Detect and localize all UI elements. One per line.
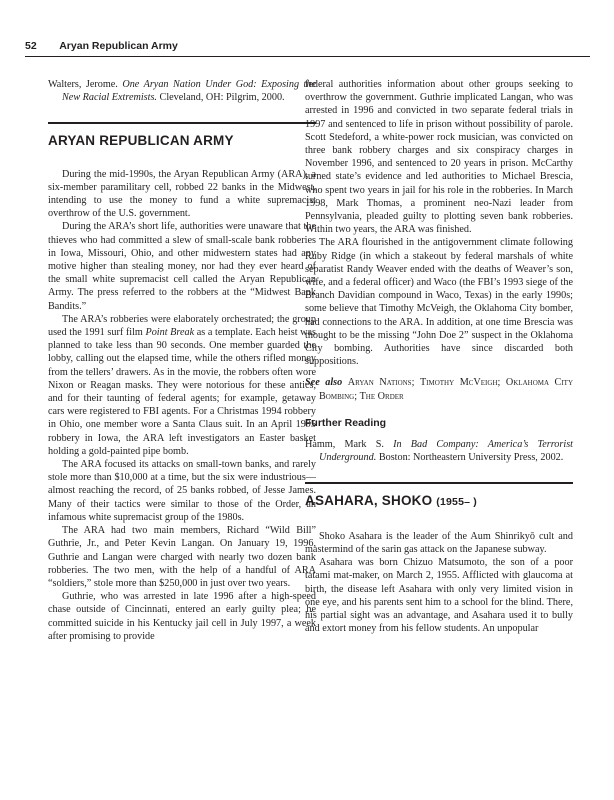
left-column bbox=[48, 78, 316, 643]
paragraph: Guthrie, who was arrested in late 1996 after a high-speed chase outside of Cincinnati, entered an early guilty plea; he committed suicide in his Kentucky jail cell in July 1997, a week after promising to provide bbox=[48, 591, 316, 642]
page-number: 52 bbox=[25, 40, 37, 52]
paragraph: federal authorities information about other groups seeking to overthrow the government. Guthrie implicated Langan, who was arrested in 1996 and convicted in two separate federal trials in 1997 and sentenced to life in prison without possibility of parole. Scott Stedeford, a white-power rock musician, was convicted on three bank robbery charges and six conspiracy charges in November 1996, and sentenced to 20 years in prison. McCarthy turned state’s evidence and led authorities to Michael Brescia, who spent two years in jail for his role in the robberies. In March 1998, Mark Thomas, a prominent neo-Nazi leader from Pennsylvania, pleaded guilty to plotting seven bank robberies. Within two years, the ARA was finished. bbox=[305, 79, 573, 236]
reference-entry: Hamm, Mark S. In Bad Company: America’s Terrorist Underground. Boston: Northeastern University Press, 2002. bbox=[305, 439, 573, 464]
paragraph: Shoko Asahara is the leader of the Aum Shinrikyō cult and mastermind of the sarin gas attack on the Japanese subway. bbox=[305, 530, 573, 555]
paragraph: During the mid-1990s, the Aryan Republican Army (ARA), a six-member paramilitary cell, robbed 22 banks in the Midwest, intending to use the money to fund a white supremacist overthrow of the U.S. government. bbox=[48, 168, 316, 220]
see-also: See also Aryan Nations; Timothy McVeigh; Oklahoma City Bombing; The Order bbox=[305, 377, 574, 402]
further-reading-heading: Further Reading bbox=[305, 416, 387, 429]
section-title-aryan-republican-army: ARYAN REPUBLICAN ARMY bbox=[48, 122, 316, 147]
paragraph: The ARA flourished in the antigovernment climate following Ruby Ridge (in which a stakeout by federal marshals of white separatist Randy Weaver ended with the deaths of Weaver’s son, wife, and a federal officer) and Waco (the FBI’s 1993 siege of the Branch Davidian compound in Waco, Texas) in the early 1990s; some believe that Timothy McVeigh, the Oklahoma City bomber, had connections to the ARA. In addition, at one time Brescia was thought to be the missing “John Doe 2” suspect in the Oklahoma City bombing. Authorities have since discarded both suppositions. bbox=[305, 237, 573, 368]
right-column bbox=[305, 78, 573, 635]
paragraph: The ARA’s robberies were elaborately orchestrated; the group used the 1991 surf film Point Break as a template. Each heist was planned to take less than 90 seconds. One member guarded the lobby, calling out the elapsed time, while the others rifled money from the tellers’ drawers. As in the movie, the robbers often wore Nixon or Reagan masks. They were notorious for these antics, and for their taunting of federal agents; for example, getaway cars were registered to FBI agents. For a Christmas 1994 robbery in Ohio, one member wore a Santa Claus suit. In an April 1995 robbery in Iowa, the ARA left investigators an Easter basket holding a gold-painted pipe bomb. bbox=[48, 313, 317, 457]
section-title-asahara-shoko: ASAHARA, SHOKO (1955– ) bbox=[305, 482, 573, 509]
paragraph: During the ARA’s short life, authorities were unaware that the thieves who had committed a slew of small-scale bank robberies in Iowa, Missouri, Ohio, and other midwestern states had any motive higher than stealing money, nor had they ever heard of the small white supremacist cell called the Aryan Republican Army. The press referred to the robbers at the “Midwest Bank Bandits.” bbox=[48, 221, 316, 312]
running-header bbox=[25, 40, 590, 57]
paragraph: The ARA focused its attacks on small-town banks, and rarely stole more than $10,000 at a time, but the six were industrious—almost reaching the record, of 25 banks robbed, of Jesse James. Many of their tactics were similar to those of the Order, an infamous white supremacist group of the 1980s. bbox=[48, 459, 316, 523]
running-title: Aryan Republican Army bbox=[59, 40, 178, 52]
paragraph: Asahara was born Chizuo Matsumoto, the son of a poor tatami mat-maker, on March 2, 1955. Afflicted with glaucoma at birth, the disease left Asahara with only very limited vision in one eye, and his parents sent him to a school for the blind. There, his partial sight was an advantage, and Asahara used it to bully and extort money from his fellow students. An unpopular bbox=[305, 557, 573, 635]
reference-entry: Walters, Jerome. One Aryan Nation Under God: Exposing the New Racial Extremists. Cleveland, OH: Pilgrim, 2000. bbox=[48, 79, 316, 104]
paragraph: The ARA had two main members, Richard “Wild Bill” Guthrie, Jr., and Peter Kevin Langan. On January 19, 1996, Guthrie and Langan were charged with nearly two dozen bank robberies. The two men, with the help of a handful of ARA “soldiers,” stole more than $250,000 in just over two years. bbox=[48, 525, 316, 589]
